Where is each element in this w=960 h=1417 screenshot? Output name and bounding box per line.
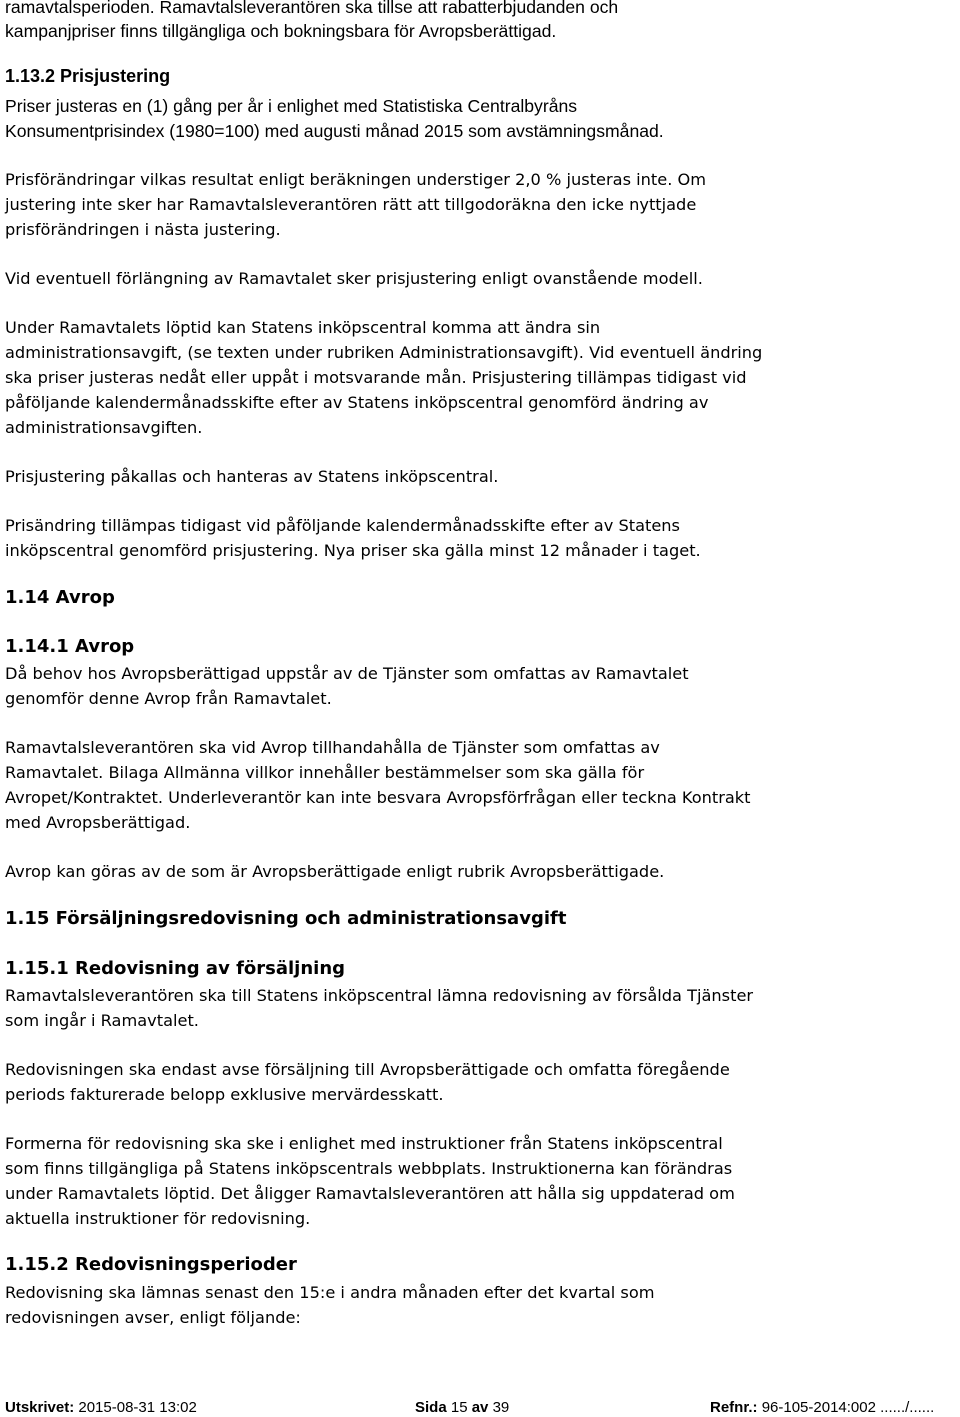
paragraph-line: Då behov hos Avropsberättigad uppstår av de Tjänster som omfattas av Ramavtalet [5, 664, 689, 683]
footer-page [415, 1399, 509, 1417]
paragraph-line: aktuella instruktioner för redovisning. [5, 1209, 311, 1228]
paragraph-line: Redovisningen ska endast avse försäljning till Avropsberättigade och omfatta föregående [5, 1060, 730, 1079]
paragraph-line: Redovisning ska lämnas senast den 15:e i andra månaden efter det kvartal som [5, 1283, 655, 1302]
section-heading-1-15-1: 1.15.1 Redovisning av försäljning [5, 958, 346, 979]
footer-page-label: Sida [415, 1399, 447, 1416]
paragraph-line: ska priser justeras nedåt eller uppåt i motsvarande mån. Prisjustering tillämpas tidigast vid [5, 368, 747, 387]
paragraph-line: justering inte sker har Ramavtalsleverantören rätt att tillgodoräkna den icke nyttjade [5, 195, 697, 214]
paragraph-line: Avropet/Kontraktet. Underleverantör kan inte besvara Avropsförfrågan eller teckna Kontrakt [5, 788, 751, 807]
footer-ref-label: Refnr.: [710, 1399, 758, 1416]
section-heading-1-14-1: 1.14.1 Avrop [5, 636, 135, 657]
intro-line-1: ramavtalsperioden. Ramavtalsleverantören ska tillse att rabatterbjudanden och [5, 0, 619, 17]
paragraph-line: Prisändring tillämpas tidigast vid påföljande kalendermånadsskifte efter av Statens [5, 516, 680, 535]
footer-page-total: 39 [492, 1399, 510, 1416]
footer-page-of: av [471, 1399, 489, 1416]
paragraph-line: påföljande kalendermånadsskifte efter av Statens inköpscentral genomförd ändring av [5, 393, 709, 412]
paragraph-line: under Ramavtalets löptid. Det åligger Ramavtalsleverantören att hålla sig uppdaterad om [5, 1184, 735, 1203]
paragraph-line: Ramavtalsleverantören ska till Statens inköpscentral lämna redovisning av försålda Tjänster [5, 986, 754, 1005]
paragraph-line: administrationsavgiften. [5, 418, 203, 437]
paragraph-line: redovisningen avser, enligt följande: [5, 1308, 301, 1327]
paragraph-line: periods fakturerade belopp exklusive mervärdesskatt. [5, 1085, 444, 1104]
paragraph-line: Konsumentprisindex (1980=100) med augusti månad 2015 som avstämningsmånad. [5, 121, 664, 141]
paragraph-line: inköpscentral genomförd prisjustering. Nya priser ska gälla minst 12 månader i taget. [5, 541, 701, 560]
paragraph-line: Prisjustering påkallas och hanteras av Statens inköpscentral. [5, 467, 499, 486]
section-heading-1-13-2: 1.13.2 Prisjustering [5, 66, 171, 86]
paragraph-line: Avrop kan göras av de som är Avropsberättigade enligt rubrik Avropsberättigade. [5, 862, 665, 881]
paragraph-line: Formerna för redovisning ska ske i enlighet med instruktioner från Statens inköpscentral [5, 1134, 723, 1153]
paragraph-line: Ramavtalet. Bilaga Allmänna villkor innehåller bestämmelser som ska gälla för [5, 763, 645, 782]
paragraph-line: Prisförändringar vilkas resultat enligt beräkningen understiger 2,0 % justeras inte. Om [5, 170, 707, 189]
footer-printed-label: Utskrivet: [5, 1399, 75, 1416]
paragraph-line: Vid eventuell förlängning av Ramavtalet sker prisjustering enligt ovanstående modell. [5, 269, 703, 288]
footer-printed [5, 1399, 197, 1417]
footer-page-number: 15 [450, 1399, 468, 1416]
section-heading-1-15-2: 1.15.2 Redovisningsperioder [5, 1254, 297, 1275]
footer-reference [710, 1399, 934, 1417]
footer-printed-value: 2015-08-31 13:02 [78, 1399, 197, 1416]
section-heading-1-14: 1.14 Avrop [5, 587, 115, 608]
paragraph-line: som ingår i Ramavtalet. [5, 1011, 199, 1030]
paragraph-line: genomför denne Avrop från Ramavtalet. [5, 689, 332, 708]
paragraph-line: prisförändringen i nästa justering. [5, 220, 281, 239]
paragraph-line: Under Ramavtalets löptid kan Statens inköpscentral komma att ändra sin [5, 318, 601, 337]
paragraph-line: Priser justeras en (1) gång per år i enlighet med Statistiska Centralbyråns [5, 96, 578, 116]
intro-line-2: kampanjpriser finns tillgängliga och bokningsbara för Avropsberättigad. [5, 21, 557, 41]
footer-ref-value: 96-105-2014:002 ....../...... [761, 1399, 935, 1416]
paragraph-line: som finns tillgängliga på Statens inköpscentrals webbplats. Instruktionerna kan förändras [5, 1159, 733, 1178]
paragraph-line: administrationsavgift, (se texten under rubriken Administrationsavgift). Vid eventuell ändring [5, 343, 763, 362]
paragraph-line: Ramavtalsleverantören ska vid Avrop tillhandahålla de Tjänster som omfattas av [5, 738, 660, 757]
section-heading-1-15: 1.15 Försäljningsredovisning och administrationsavgift [5, 908, 567, 929]
paragraph-line: med Avropsberättigad. [5, 813, 191, 832]
